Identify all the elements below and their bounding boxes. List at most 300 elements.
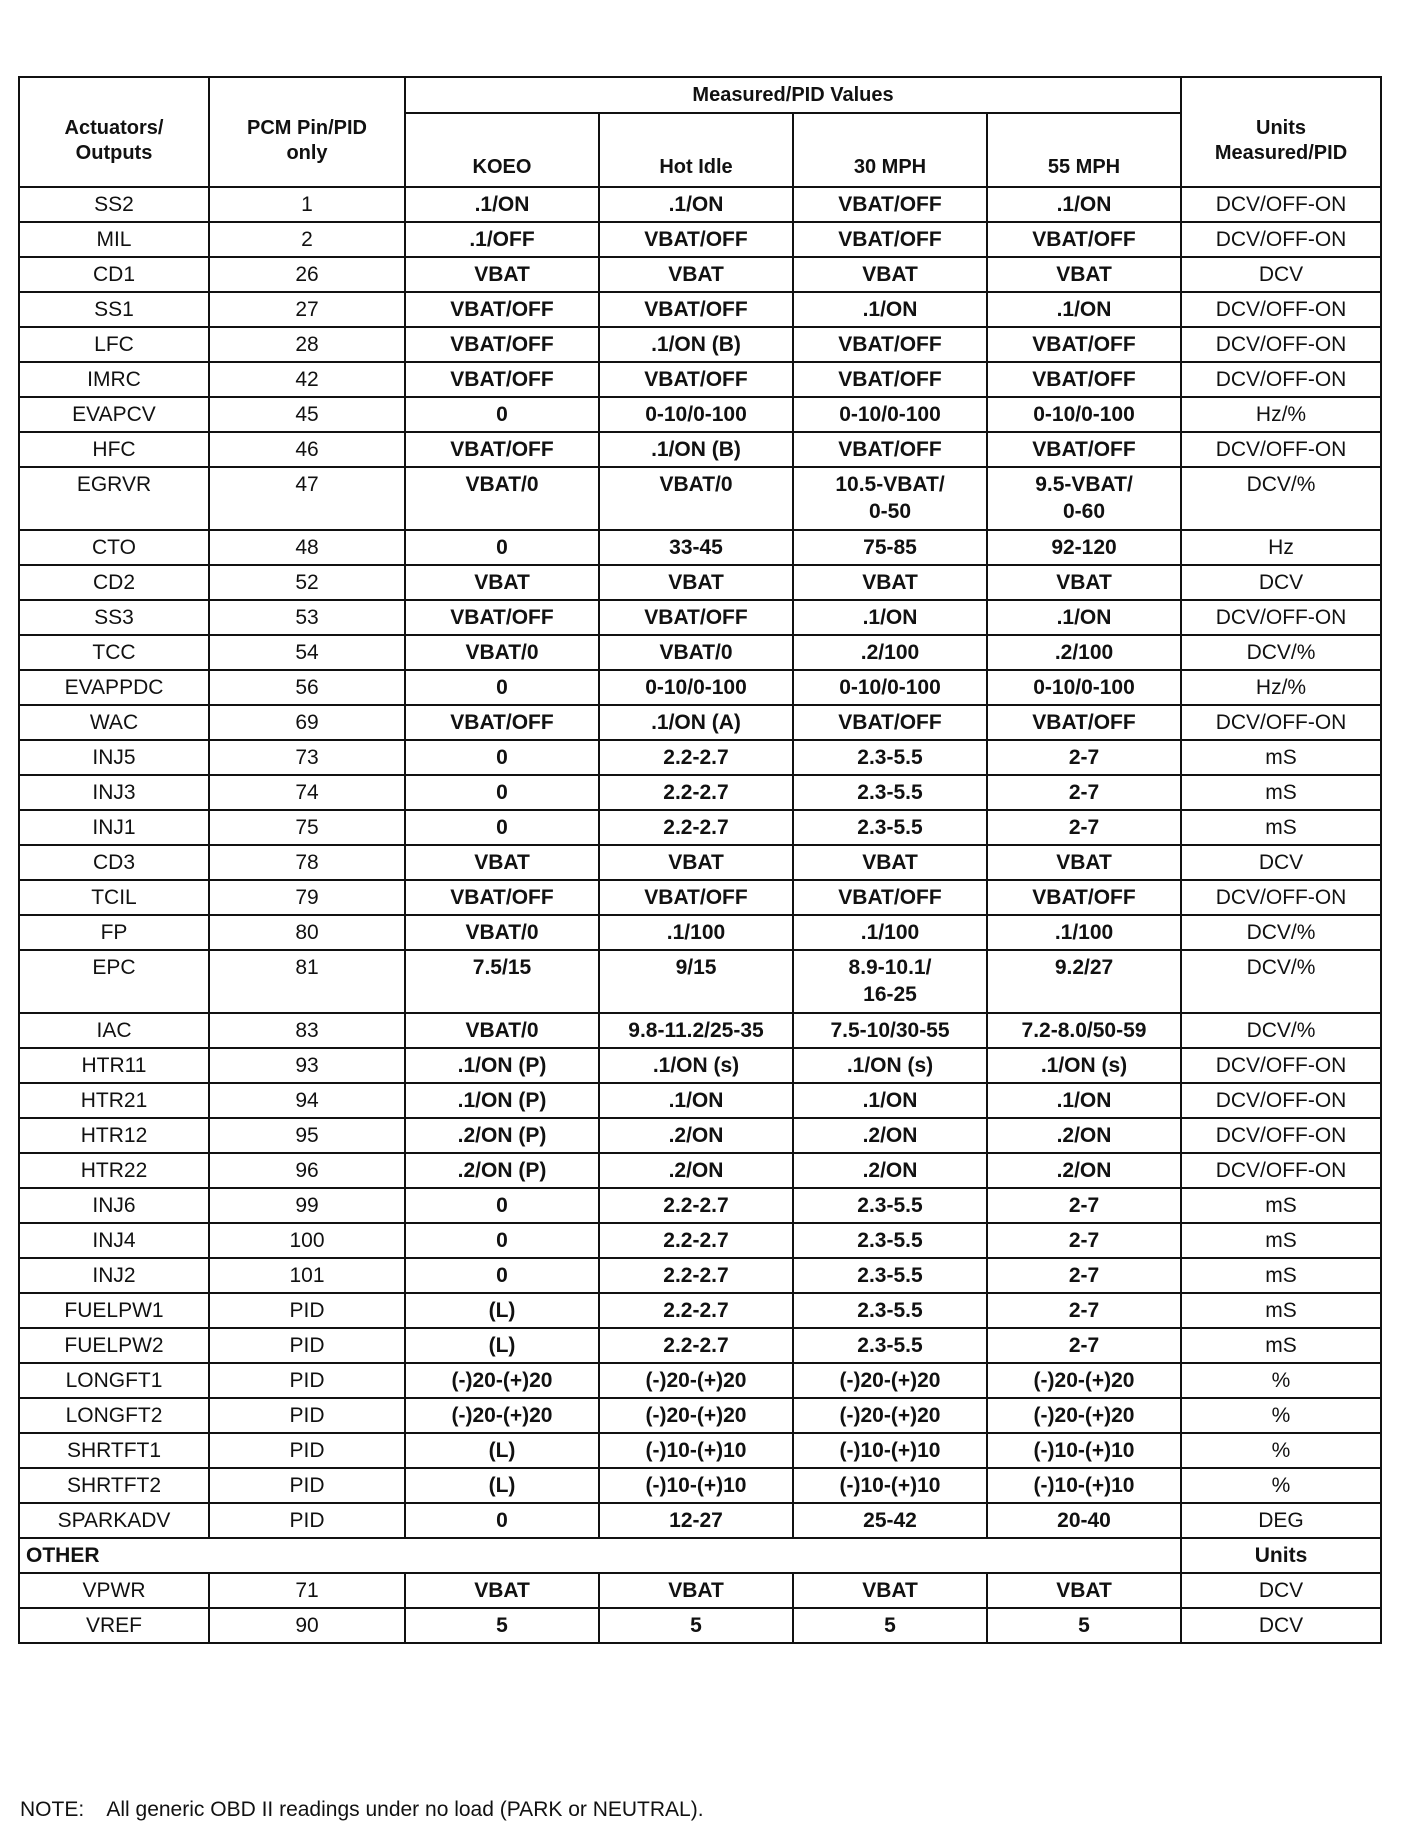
cell-koeo: VBAT/OFF xyxy=(405,705,599,740)
pid-values-table xyxy=(18,76,1382,1644)
header-actuators-outputs: Actuators/ Outputs xyxy=(19,77,209,187)
cell-actuator: FP xyxy=(19,915,209,950)
cell-hot-idle: 2.2-2.7 xyxy=(599,1293,793,1328)
cell-30-mph: .1/100 xyxy=(793,915,987,950)
cell-units: DCV/% xyxy=(1181,1013,1381,1048)
table-row xyxy=(19,1328,1381,1363)
cell-30-mph: (-)10-(+)10 xyxy=(793,1468,987,1503)
cell-30-mph: 5 xyxy=(793,1608,987,1643)
cell-30-mph: VBAT/OFF xyxy=(793,880,987,915)
cell-units: DCV/% xyxy=(1181,635,1381,670)
cell-koeo: .1/OFF xyxy=(405,222,599,257)
cell-30-mph: 2.3-5.5 xyxy=(793,1328,987,1363)
table-row xyxy=(19,565,1381,600)
cell-actuator: EVAPPDC xyxy=(19,670,209,705)
cell-pin: 83 xyxy=(209,1013,405,1048)
cell-30-mph: VBAT xyxy=(793,257,987,292)
cell-actuator: INJ3 xyxy=(19,775,209,810)
cell-units: DCV/% xyxy=(1181,950,1381,1013)
cell-actuator: HTR12 xyxy=(19,1118,209,1153)
cell-actuator: EVAPCV xyxy=(19,397,209,432)
cell-30-mph: .1/ON xyxy=(793,600,987,635)
cell-koeo: VBAT/0 xyxy=(405,635,599,670)
cell-55-mph: .2/ON xyxy=(987,1118,1181,1153)
cell-30-mph: VBAT xyxy=(793,845,987,880)
cell-koeo: .2/ON (P) xyxy=(405,1118,599,1153)
table-row xyxy=(19,362,1381,397)
cell-units: mS xyxy=(1181,1258,1381,1293)
cell-30-mph: .2/ON xyxy=(793,1153,987,1188)
cell-units: DCV/OFF-ON xyxy=(1181,327,1381,362)
cell-actuator: SS3 xyxy=(19,600,209,635)
cell-pin: PID xyxy=(209,1363,405,1398)
cell-30-mph: (-)20-(+)20 xyxy=(793,1363,987,1398)
cell-pin: 71 xyxy=(209,1573,405,1608)
cell-actuator: TCIL xyxy=(19,880,209,915)
cell-units: DCV xyxy=(1181,257,1381,292)
cell-actuator: SHRTFT2 xyxy=(19,1468,209,1503)
cell-units: DCV/OFF-ON xyxy=(1181,432,1381,467)
cell-units: DCV/OFF-ON xyxy=(1181,362,1381,397)
cell-units: mS xyxy=(1181,1293,1381,1328)
cell-units: DCV/OFF-ON xyxy=(1181,705,1381,740)
cell-pin: PID xyxy=(209,1398,405,1433)
cell-actuator: VPWR xyxy=(19,1573,209,1608)
cell-units: DCV/OFF-ON xyxy=(1181,880,1381,915)
cell-actuator: CD1 xyxy=(19,257,209,292)
cell-pin: 75 xyxy=(209,810,405,845)
cell-pin: 27 xyxy=(209,292,405,327)
cell-30-mph: VBAT/OFF xyxy=(793,432,987,467)
cell-koeo: VBAT xyxy=(405,257,599,292)
cell-hot-idle: 2.2-2.7 xyxy=(599,775,793,810)
cell-actuator: INJ1 xyxy=(19,810,209,845)
cell-units: DCV/% xyxy=(1181,467,1381,530)
cell-actuator: LONGFT2 xyxy=(19,1398,209,1433)
cell-actuator: SHRTFT1 xyxy=(19,1433,209,1468)
cell-koeo: VBAT/0 xyxy=(405,1013,599,1048)
cell-30-mph: 2.3-5.5 xyxy=(793,1223,987,1258)
cell-hot-idle: VBAT/0 xyxy=(599,635,793,670)
cell-actuator: SPARKADV xyxy=(19,1503,209,1538)
cell-55-mph: 0-10/0-100 xyxy=(987,397,1181,432)
cell-koeo: VBAT/OFF xyxy=(405,880,599,915)
cell-30-mph: .2/100 xyxy=(793,635,987,670)
cell-units: mS xyxy=(1181,740,1381,775)
cell-actuator: INJ5 xyxy=(19,740,209,775)
cell-actuator: TCC xyxy=(19,635,209,670)
cell-55-mph: .1/ON (s) xyxy=(987,1048,1181,1083)
cell-actuator: HTR11 xyxy=(19,1048,209,1083)
table-row xyxy=(19,432,1381,467)
cell-pin: 96 xyxy=(209,1153,405,1188)
cell-koeo: VBAT/OFF xyxy=(405,292,599,327)
cell-koeo: VBAT/OFF xyxy=(405,600,599,635)
cell-koeo: 0 xyxy=(405,670,599,705)
cell-actuator: CD3 xyxy=(19,845,209,880)
cell-koeo: 7.5/15 xyxy=(405,950,599,1013)
cell-hot-idle: VBAT/OFF xyxy=(599,222,793,257)
cell-30-mph: 2.3-5.5 xyxy=(793,1258,987,1293)
cell-pin: 28 xyxy=(209,327,405,362)
cell-actuator: LFC xyxy=(19,327,209,362)
cell-hot-idle: 0-10/0-100 xyxy=(599,397,793,432)
cell-55-mph: 2-7 xyxy=(987,740,1181,775)
cell-actuator: VREF xyxy=(19,1608,209,1643)
cell-55-mph: 2-7 xyxy=(987,1328,1181,1363)
cell-pin: 1 xyxy=(209,187,405,222)
cell-pin: PID xyxy=(209,1468,405,1503)
cell-30-mph: VBAT/OFF xyxy=(793,327,987,362)
table-row xyxy=(19,1223,1381,1258)
cell-actuator: INJ2 xyxy=(19,1258,209,1293)
cell-hot-idle: .2/ON xyxy=(599,1153,793,1188)
cell-units: mS xyxy=(1181,1223,1381,1258)
cell-55-mph: .1/ON xyxy=(987,1083,1181,1118)
cell-hot-idle: 2.2-2.7 xyxy=(599,1328,793,1363)
cell-hot-idle: .1/ON (s) xyxy=(599,1048,793,1083)
table-row xyxy=(19,845,1381,880)
cell-pin: PID xyxy=(209,1433,405,1468)
header-measured-pid-values: Measured/PID Values xyxy=(405,77,1181,113)
cell-actuator: CD2 xyxy=(19,565,209,600)
cell-units: DCV/OFF-ON xyxy=(1181,222,1381,257)
cell-hot-idle: VBAT/OFF xyxy=(599,600,793,635)
cell-55-mph: 7.2-8.0/50-59 xyxy=(987,1013,1181,1048)
cell-hot-idle: 2.2-2.7 xyxy=(599,740,793,775)
table-row xyxy=(19,467,1381,530)
table-row xyxy=(19,327,1381,362)
cell-30-mph: 7.5-10/30-55 xyxy=(793,1013,987,1048)
cell-units: DCV/OFF-ON xyxy=(1181,1083,1381,1118)
cell-koeo: VBAT/OFF xyxy=(405,327,599,362)
cell-actuator: HTR22 xyxy=(19,1153,209,1188)
cell-pin: 56 xyxy=(209,670,405,705)
table-row xyxy=(19,1398,1381,1433)
cell-actuator: FUELPW2 xyxy=(19,1328,209,1363)
cell-actuator: INJ4 xyxy=(19,1223,209,1258)
table-row xyxy=(19,1363,1381,1398)
table-row xyxy=(19,1468,1381,1503)
cell-actuator: FUELPW1 xyxy=(19,1293,209,1328)
table-row xyxy=(19,1293,1381,1328)
cell-koeo: 0 xyxy=(405,1503,599,1538)
cell-30-mph: VBAT/OFF xyxy=(793,705,987,740)
table-row xyxy=(19,257,1381,292)
table-row xyxy=(19,775,1381,810)
cell-pin: 53 xyxy=(209,600,405,635)
cell-pin: 47 xyxy=(209,467,405,530)
table-row xyxy=(19,397,1381,432)
table-row xyxy=(19,635,1381,670)
cell-30-mph: 0-10/0-100 xyxy=(793,670,987,705)
cell-pin: 78 xyxy=(209,845,405,880)
cell-55-mph: VBAT/OFF xyxy=(987,327,1181,362)
cell-koeo: (L) xyxy=(405,1328,599,1363)
cell-hot-idle: 12-27 xyxy=(599,1503,793,1538)
cell-koeo: 0 xyxy=(405,810,599,845)
cell-hot-idle: 5 xyxy=(599,1608,793,1643)
cell-koeo: 0 xyxy=(405,775,599,810)
cell-hot-idle: .1/ON (B) xyxy=(599,432,793,467)
cell-pin: 45 xyxy=(209,397,405,432)
cell-55-mph: VBAT/OFF xyxy=(987,432,1181,467)
cell-units: % xyxy=(1181,1468,1381,1503)
cell-units: DCV/OFF-ON xyxy=(1181,292,1381,327)
cell-55-mph: .1/100 xyxy=(987,915,1181,950)
table-row xyxy=(19,1433,1381,1468)
cell-30-mph: .1/ON xyxy=(793,292,987,327)
cell-pin: PID xyxy=(209,1328,405,1363)
cell-actuator: IAC xyxy=(19,1013,209,1048)
cell-koeo: VBAT/0 xyxy=(405,915,599,950)
cell-hot-idle: 9.8-11.2/25-35 xyxy=(599,1013,793,1048)
table-row xyxy=(19,1608,1381,1643)
cell-actuator: INJ6 xyxy=(19,1188,209,1223)
cell-pin: PID xyxy=(209,1503,405,1538)
cell-units: mS xyxy=(1181,810,1381,845)
cell-55-mph: 2-7 xyxy=(987,1223,1181,1258)
cell-units: DCV xyxy=(1181,565,1381,600)
cell-koeo: (L) xyxy=(405,1468,599,1503)
cell-55-mph: .2/100 xyxy=(987,635,1181,670)
cell-pin: 73 xyxy=(209,740,405,775)
cell-koeo: 0 xyxy=(405,1258,599,1293)
table-row xyxy=(19,950,1381,1013)
cell-hot-idle: (-)20-(+)20 xyxy=(599,1398,793,1433)
cell-55-mph: VBAT xyxy=(987,257,1181,292)
cell-55-mph: 0-10/0-100 xyxy=(987,670,1181,705)
cell-pin: 26 xyxy=(209,257,405,292)
table-row xyxy=(19,1573,1381,1608)
cell-units: DEG xyxy=(1181,1503,1381,1538)
table-row xyxy=(19,1083,1381,1118)
cell-30-mph: VBAT xyxy=(793,565,987,600)
cell-actuator: EPC xyxy=(19,950,209,1013)
cell-55-mph: 2-7 xyxy=(987,810,1181,845)
table-row xyxy=(19,1258,1381,1293)
cell-koeo: .1/ON (P) xyxy=(405,1048,599,1083)
cell-koeo: .2/ON (P) xyxy=(405,1153,599,1188)
cell-pin: 100 xyxy=(209,1223,405,1258)
cell-units: mS xyxy=(1181,1188,1381,1223)
cell-koeo: 5 xyxy=(405,1608,599,1643)
cell-30-mph: (-)10-(+)10 xyxy=(793,1433,987,1468)
cell-55-mph: (-)10-(+)10 xyxy=(987,1468,1181,1503)
cell-55-mph: VBAT/OFF xyxy=(987,222,1181,257)
cell-actuator: HTR21 xyxy=(19,1083,209,1118)
table-body xyxy=(19,187,1381,1643)
cell-hot-idle: 2.2-2.7 xyxy=(599,1188,793,1223)
cell-koeo: 0 xyxy=(405,1188,599,1223)
other-section-label: OTHER xyxy=(19,1538,1181,1573)
cell-actuator: IMRC xyxy=(19,362,209,397)
table-row xyxy=(19,915,1381,950)
header-pcm-pin: PCM Pin/PID only xyxy=(209,77,405,187)
cell-55-mph: 2-7 xyxy=(987,1258,1181,1293)
cell-pin: 54 xyxy=(209,635,405,670)
cell-koeo: VBAT xyxy=(405,845,599,880)
cell-units: DCV/OFF-ON xyxy=(1181,600,1381,635)
cell-hot-idle: VBAT/0 xyxy=(599,467,793,530)
cell-pin: 52 xyxy=(209,565,405,600)
cell-hot-idle: VBAT xyxy=(599,1573,793,1608)
cell-pin: 69 xyxy=(209,705,405,740)
cell-30-mph: VBAT/OFF xyxy=(793,187,987,222)
cell-30-mph: VBAT/OFF xyxy=(793,222,987,257)
table-row xyxy=(19,292,1381,327)
cell-55-mph: 2-7 xyxy=(987,1188,1181,1223)
cell-hot-idle: 33-45 xyxy=(599,530,793,565)
cell-pin: 46 xyxy=(209,432,405,467)
cell-30-mph: 2.3-5.5 xyxy=(793,810,987,845)
cell-55-mph: 2-7 xyxy=(987,1293,1181,1328)
header-55-mph: 55 MPH xyxy=(987,113,1181,187)
cell-koeo: VBAT xyxy=(405,1573,599,1608)
cell-55-mph: 2-7 xyxy=(987,775,1181,810)
cell-units: Hz xyxy=(1181,530,1381,565)
cell-actuator: HFC xyxy=(19,432,209,467)
cell-55-mph: 9.2/27 xyxy=(987,950,1181,1013)
cell-pin: 48 xyxy=(209,530,405,565)
cell-55-mph: .2/ON xyxy=(987,1153,1181,1188)
cell-pin: 90 xyxy=(209,1608,405,1643)
cell-55-mph: VBAT/OFF xyxy=(987,705,1181,740)
cell-hot-idle: VBAT xyxy=(599,257,793,292)
cell-30-mph: 8.9-10.1/ 16-25 xyxy=(793,950,987,1013)
cell-actuator: SS2 xyxy=(19,187,209,222)
footnote: NOTE: All generic OBD II readings under no load (PARK or NEUTRAL). xyxy=(20,1798,704,1821)
cell-55-mph: 5 xyxy=(987,1608,1181,1643)
cell-hot-idle: .1/ON (A) xyxy=(599,705,793,740)
header-30-mph: 30 MPH xyxy=(793,113,987,187)
cell-koeo: .1/ON xyxy=(405,187,599,222)
cell-koeo: (L) xyxy=(405,1433,599,1468)
cell-30-mph: .1/ON xyxy=(793,1083,987,1118)
cell-hot-idle: 9/15 xyxy=(599,950,793,1013)
table-row xyxy=(19,1153,1381,1188)
cell-55-mph: VBAT/OFF xyxy=(987,880,1181,915)
other-section-units: Units xyxy=(1181,1538,1381,1573)
cell-units: DCV xyxy=(1181,1608,1381,1643)
cell-30-mph: .2/ON xyxy=(793,1118,987,1153)
cell-pin: 99 xyxy=(209,1188,405,1223)
cell-hot-idle: VBAT/OFF xyxy=(599,880,793,915)
cell-units: DCV/OFF-ON xyxy=(1181,1118,1381,1153)
cell-55-mph: (-)20-(+)20 xyxy=(987,1363,1181,1398)
cell-hot-idle: .2/ON xyxy=(599,1118,793,1153)
cell-hot-idle: VBAT xyxy=(599,565,793,600)
cell-units: DCV xyxy=(1181,1573,1381,1608)
cell-units: % xyxy=(1181,1433,1381,1468)
header-hot-idle: Hot Idle xyxy=(599,113,793,187)
table-row xyxy=(19,1048,1381,1083)
cell-units: Hz/% xyxy=(1181,670,1381,705)
header-units-measured: Units Measured/PID xyxy=(1181,77,1381,187)
cell-koeo: VBAT/OFF xyxy=(405,432,599,467)
cell-55-mph: 9.5-VBAT/ 0-60 xyxy=(987,467,1181,530)
cell-actuator: SS1 xyxy=(19,292,209,327)
cell-koeo: (-)20-(+)20 xyxy=(405,1363,599,1398)
cell-units: DCV/OFF-ON xyxy=(1181,1153,1381,1188)
cell-units: DCV/OFF-ON xyxy=(1181,1048,1381,1083)
cell-hot-idle: 0-10/0-100 xyxy=(599,670,793,705)
cell-actuator: MIL xyxy=(19,222,209,257)
cell-55-mph: .1/ON xyxy=(987,292,1181,327)
header-koeo: KOEO xyxy=(405,113,599,187)
cell-30-mph: 2.3-5.5 xyxy=(793,740,987,775)
cell-koeo: VBAT/0 xyxy=(405,467,599,530)
table-row xyxy=(19,880,1381,915)
cell-units: DCV xyxy=(1181,845,1381,880)
table-row xyxy=(19,740,1381,775)
cell-55-mph: (-)10-(+)10 xyxy=(987,1433,1181,1468)
cell-units: DCV/OFF-ON xyxy=(1181,187,1381,222)
table-row xyxy=(19,187,1381,222)
cell-hot-idle: 2.2-2.7 xyxy=(599,810,793,845)
other-section-header xyxy=(19,1538,1381,1573)
cell-30-mph: .1/ON (s) xyxy=(793,1048,987,1083)
cell-pin: 81 xyxy=(209,950,405,1013)
cell-pin: 79 xyxy=(209,880,405,915)
table-row xyxy=(19,705,1381,740)
cell-30-mph: 2.3-5.5 xyxy=(793,775,987,810)
cell-units: mS xyxy=(1181,775,1381,810)
cell-units: % xyxy=(1181,1398,1381,1433)
cell-pin: 93 xyxy=(209,1048,405,1083)
cell-hot-idle: (-)20-(+)20 xyxy=(599,1363,793,1398)
cell-pin: 95 xyxy=(209,1118,405,1153)
cell-actuator: LONGFT1 xyxy=(19,1363,209,1398)
table-row xyxy=(19,600,1381,635)
cell-hot-idle: VBAT xyxy=(599,845,793,880)
cell-pin: 101 xyxy=(209,1258,405,1293)
cell-koeo: 0 xyxy=(405,1223,599,1258)
cell-koeo: (L) xyxy=(405,1293,599,1328)
cell-units: % xyxy=(1181,1363,1381,1398)
cell-55-mph: VBAT xyxy=(987,845,1181,880)
cell-actuator: WAC xyxy=(19,705,209,740)
cell-hot-idle: 2.2-2.7 xyxy=(599,1223,793,1258)
cell-actuator: CTO xyxy=(19,530,209,565)
cell-30-mph: 0-10/0-100 xyxy=(793,397,987,432)
table-row xyxy=(19,530,1381,565)
cell-units: DCV/% xyxy=(1181,915,1381,950)
cell-pin: 2 xyxy=(209,222,405,257)
cell-hot-idle: VBAT/OFF xyxy=(599,362,793,397)
cell-koeo: VBAT xyxy=(405,565,599,600)
cell-55-mph: VBAT xyxy=(987,1573,1181,1608)
cell-30-mph: 10.5-VBAT/ 0-50 xyxy=(793,467,987,530)
cell-55-mph: .1/ON xyxy=(987,600,1181,635)
table-row xyxy=(19,1118,1381,1153)
cell-30-mph: (-)20-(+)20 xyxy=(793,1398,987,1433)
cell-30-mph: VBAT/OFF xyxy=(793,362,987,397)
cell-pin: 80 xyxy=(209,915,405,950)
cell-koeo: 0 xyxy=(405,740,599,775)
cell-55-mph: 92-120 xyxy=(987,530,1181,565)
cell-pin: PID xyxy=(209,1293,405,1328)
cell-koeo: 0 xyxy=(405,397,599,432)
table-row xyxy=(19,810,1381,845)
cell-55-mph: (-)20-(+)20 xyxy=(987,1398,1181,1433)
cell-koeo: 0 xyxy=(405,530,599,565)
cell-hot-idle: (-)10-(+)10 xyxy=(599,1468,793,1503)
cell-30-mph: VBAT xyxy=(793,1573,987,1608)
cell-30-mph: 2.3-5.5 xyxy=(793,1188,987,1223)
cell-30-mph: 25-42 xyxy=(793,1503,987,1538)
table-row xyxy=(19,1503,1381,1538)
